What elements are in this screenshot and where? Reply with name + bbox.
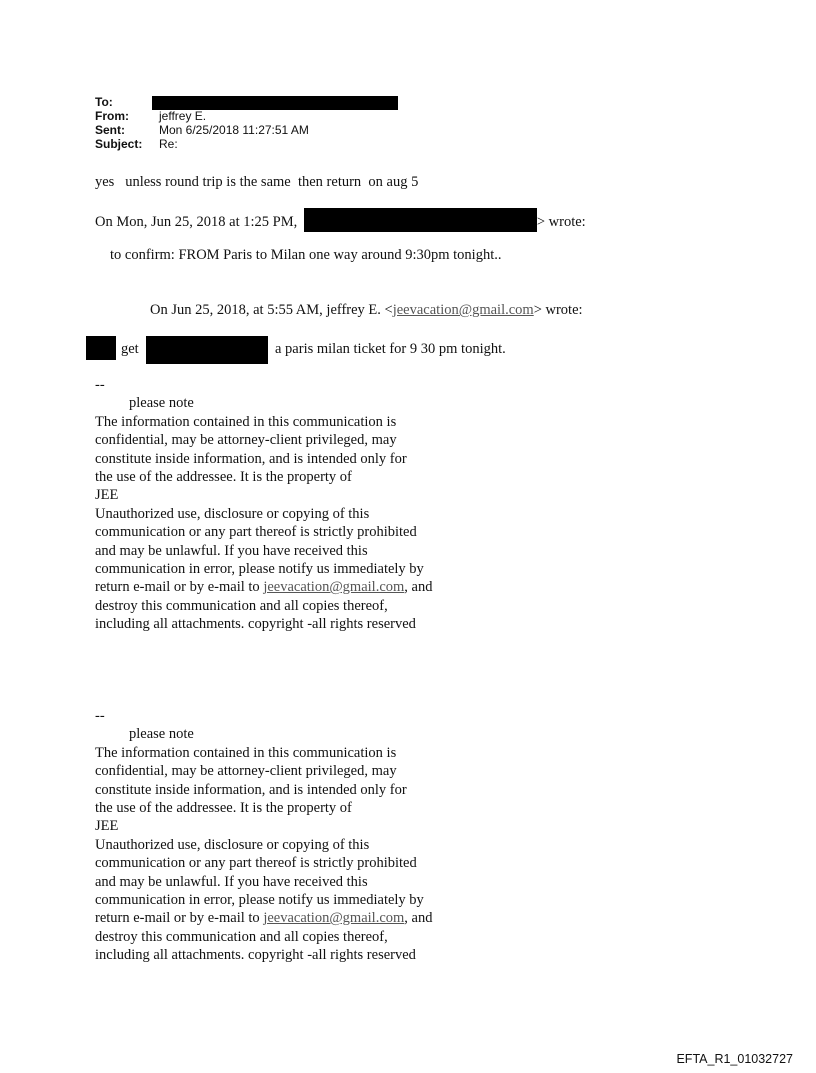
quote-attribution-2-suffix: > wrote:: [533, 302, 583, 318]
from-label: From:: [95, 109, 129, 124]
to-label: To:: [95, 95, 113, 110]
disclaimer-line: communication or any part thereof is strictly prohibited: [95, 524, 417, 541]
disclaimer-line: Unauthorized use, disclosure or copying of this: [95, 836, 370, 853]
return-suffix: , and: [404, 579, 433, 596]
disclaimer-line: confidential, may be attorney-client privileged, may: [95, 763, 397, 780]
email-link[interactable]: jeevacation@gmail.com: [263, 579, 405, 596]
subject-row: [95, 138, 398, 152]
disclaimer-line: [95, 909, 495, 927]
return-prefix: return e-mail or by e-mail to: [95, 910, 264, 927]
disclaimer-line: destroy this communication and all copies thereof,: [95, 597, 388, 614]
sent-label: Sent:: [95, 123, 125, 138]
disclaimer-line: JEE: [95, 818, 119, 835]
disclaimer-line: communication or any part thereof is strictly prohibited: [95, 855, 417, 872]
disclaimer-line: confidential, may be attorney-client privileged, may: [95, 432, 397, 449]
return-prefix: return e-mail or by e-mail to: [95, 579, 264, 596]
email-header: [95, 96, 398, 152]
redaction-bar: [152, 96, 398, 110]
quote-attribution-2: [150, 301, 583, 320]
disclaimer-line: constitute inside information, and is intended only for: [95, 781, 407, 798]
disclaimer-line: including all attachments. copyright -all rights reserved: [95, 947, 416, 964]
request-text: a paris milan ticket for 9 30 pm tonight.: [275, 341, 506, 357]
subject-label: Subject:: [95, 137, 143, 152]
please-note: please note: [129, 395, 194, 412]
please-note: please note: [129, 726, 194, 743]
from-row: [95, 110, 398, 124]
quote-attribution-1: [95, 208, 586, 232]
disclaimer-line: [95, 578, 495, 596]
confirm-text: to confirm: FROM Paris to Milan one way around 9:30pm tonight..: [110, 247, 502, 263]
subject-value: Re:: [159, 137, 178, 152]
disclaimer-line: constitute inside information, and is intended only for: [95, 450, 407, 467]
disclaimer-line: communication in error, please notify us immediately by: [95, 560, 424, 577]
disclaimer-line: communication in error, please notify us immediately by: [95, 891, 424, 908]
quote-attribution-1-suffix: > wrote:: [536, 214, 586, 230]
disclaimer-line: the use of the addressee. It is the property of: [95, 799, 352, 816]
signature-block: [95, 707, 495, 964]
disclaimer-line: Unauthorized use, disclosure or copying of this: [95, 505, 370, 522]
email-link[interactable]: jeevacation@gmail.com: [392, 302, 534, 318]
redaction-bar: [86, 336, 116, 360]
disclaimer-line: destroy this communication and all copies thereof,: [95, 928, 388, 945]
disclaimer-line: and may be unlawful. If you have received this: [95, 873, 368, 890]
quote-attribution-1-prefix: On Mon, Jun 25, 2018 at 1:25 PM,: [95, 214, 298, 230]
reply-text: yes unless round trip is the same then return on aug 5: [95, 174, 419, 190]
quote-attribution-2-prefix: On Jun 25, 2018, at 5:55 AM, jeffrey E. <: [150, 302, 393, 318]
redaction-bar: [304, 208, 537, 232]
disclaimer-line: The information contained in this communication is: [95, 744, 397, 761]
to-row: [95, 96, 398, 110]
from-value: jeffrey E.: [159, 109, 207, 124]
disclaimer-line: The information contained in this communication is: [95, 413, 397, 430]
document-id: EFTA_R1_01032727: [676, 1052, 793, 1066]
sent-row: [95, 124, 398, 138]
disclaimer-line: the use of the addressee. It is the property of: [95, 468, 352, 485]
return-suffix: , and: [404, 910, 433, 927]
email-link[interactable]: jeevacation@gmail.com: [263, 910, 405, 927]
signature-dashes: --: [95, 377, 105, 393]
request-get: get: [121, 341, 139, 357]
redaction-bar: [146, 336, 268, 364]
disclaimer-line: and may be unlawful. If you have received this: [95, 542, 368, 559]
sent-value: Mon 6/25/2018 11:27:51 AM: [159, 123, 309, 138]
disclaimer-line: including all attachments. copyright -all rights reserved: [95, 616, 416, 633]
disclaimer-line: JEE: [95, 487, 119, 504]
signature-dashes: --: [95, 708, 105, 724]
signature-block: [95, 376, 495, 633]
